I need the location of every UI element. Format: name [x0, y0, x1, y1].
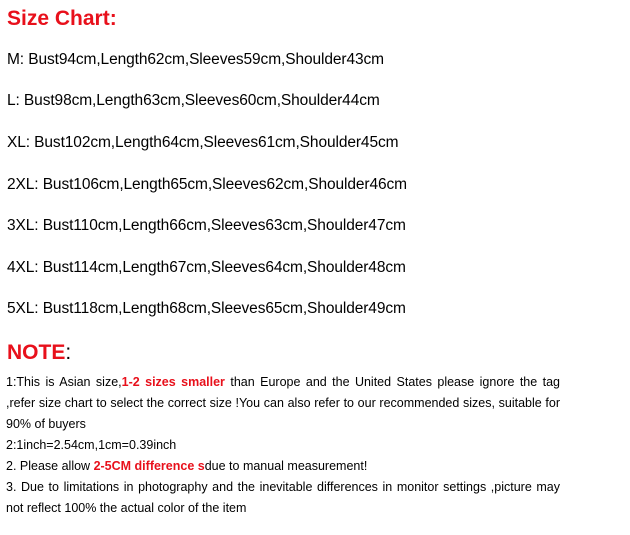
note-item-photography: 3. Due to limitations in photography and the inevitable differences in monitor settings ,picture may not reflect 100% the actual color of the item [6, 480, 560, 515]
note-title-text: NOTE [7, 341, 66, 364]
size-row-2xl: 2XL: Bust106cm,Length65cm,Sleeves62cm,Shoulder46cm [7, 176, 407, 193]
note-item-measurement-rest: due to manual measurement! [204, 459, 368, 473]
note-item-asian-size-text: 1:This is Asian size, [6, 375, 122, 389]
notes-block [6, 372, 560, 519]
note-item-asian-size [6, 372, 560, 435]
size-row-5xl: 5XL: Bust118cm,Length68cm,Sleeves65cm,Shoulder49cm [7, 300, 406, 317]
size-row-4xl: 4XL: Bust114cm,Length67cm,Sleeves64cm,Shoulder48cm [7, 259, 406, 276]
size-chart-title: Size Chart: [7, 7, 117, 30]
note-item-measurement-text: 2. Please allow [6, 459, 94, 473]
note-title [7, 341, 71, 365]
note-highlight-differences: 2-5CM difference s [93, 459, 205, 473]
note-title-colon: : [65, 341, 72, 364]
size-row-3xl: 3XL: Bust110cm,Length66cm,Sleeves63cm,Shoulder47cm [7, 217, 406, 234]
size-row-m: M: Bust94cm,Length62cm,Sleeves59cm,Shoulder43cm [7, 51, 384, 68]
note-highlight-sizes-smaller: 1-2 sizes smaller [121, 375, 225, 389]
size-row-xl: XL: Bust102cm,Length64cm,Sleeves61cm,Shoulder45cm [7, 134, 399, 151]
note-item-measurement [6, 456, 560, 477]
note-item-asian-size-rest: than Europe and the United States please ignore the tag ,refer size chart to select the correct size !You can also refer to our recommended sizes, suitable for 90% of buyers [6, 375, 561, 431]
note-item-conversion: 2:1inch=2.54cm,1cm=0.39inch [6, 438, 177, 452]
size-row-l: L: Bust98cm,Length63cm,Sleeves60cm,Shoulder44cm [7, 92, 380, 109]
